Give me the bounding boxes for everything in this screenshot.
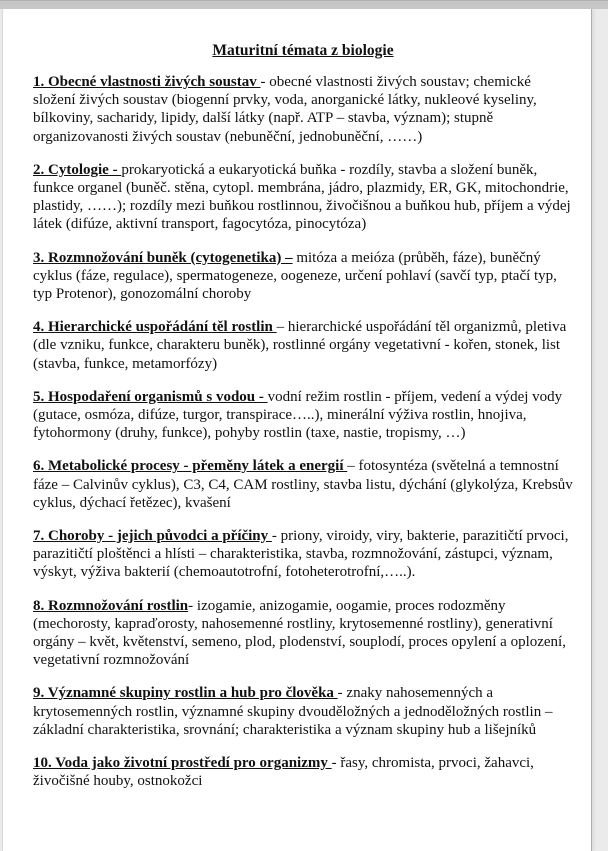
topic-heading-5: 5. Hospodaření organismů s vodou - xyxy=(33,388,268,405)
topic-paragraph-8 xyxy=(33,597,573,670)
topic-paragraph-9 xyxy=(33,684,573,739)
topic-body-10: - řasy, chromista, prvoci, žahavci, živočišné houby, ostnokožci xyxy=(33,755,538,790)
topic-heading-4: 4. Hierarchické uspořádání těl rostlin xyxy=(33,319,277,336)
topic-body-2: prokaryotická a eukaryotická buňka - rozdíly, stavba a složení buněk, funkce organel (buněč. stěna, cytopl. membrána, jádro, plazmidy, ER, GK, mitochondrie, plastidy, ……); rozdíly mezi buňkou rostlinnou, živočišnou a buňkou hub, příjem a výdej látek (difúze, aktivní transport, fagocytóza, pinocytóza) xyxy=(33,161,575,233)
topic-body-9: - znaky nahosemenných a krytosemenných rostlin, významné skupiny dvouděložných a jednoděložných rostlin – základní charakteristika, srovnání; charakteristika a význam skupiny hub a lišejníků xyxy=(33,685,557,738)
topic-heading-7: 7. Choroby - jejich původci a příčiny xyxy=(33,528,272,545)
page-title: Maturitní témata z biologie xyxy=(212,42,394,59)
topic-paragraph-7 xyxy=(33,527,573,582)
window-top-edge xyxy=(0,0,608,9)
topic-heading-1: 1. Obecné vlastnosti živých soustav xyxy=(33,74,261,90)
topic-heading-6: 6. Metabolické procesy - přeměny látek a energií xyxy=(33,458,348,475)
topic-heading-3: 3. Rozmnožování buněk (cytogenetika) – xyxy=(33,249,293,266)
document-page xyxy=(2,9,592,851)
topic-paragraph-4 xyxy=(33,318,573,373)
topic-paragraph-5 xyxy=(33,388,573,443)
topic-paragraph-6 xyxy=(33,457,577,512)
topic-body-5: vodní režim rostlin - příjem, vedení a výdej vody (gutace, osmóza, difúze, turgor, transpirace…..), minerální výživa rostlin, hnojiva, fytohormony (druhy, funkce), pohyby rostlin (taxe, nastie, tropismy, …) xyxy=(33,388,566,442)
topic-body-1: - obecné vlastnosti živých soustav; chemické složení živých soustav (biogenní prvky, voda, anorganické látky, nukleové kyseliny, bílkoviny, sacharidy, lipidy, další látky (např. ATP – stavba, význam); stupně organizovanosti živých soustav (nebuněční, jednobuněční, ……) xyxy=(33,74,541,145)
topic-heading-2: 2. Cytologie - xyxy=(33,161,122,178)
topic-body-7: - priony, viroidy, viry, bakterie, parazitičtí prvoci, parazitičtí ploštěnci a hlísti – charakteristika, stavba, rozmnožování, zástupci, význam, výskyt, výživa bakterií (chemoautotrofní, fotoheterotrofní,…..). xyxy=(33,528,573,581)
topic-body-6: – fotosyntéza (světelná a temnostní fáze – Calvinův cyklus), C3, C4, CAM rostliny, stavba listu, dýchání (glykolýza, Krebsův cyklus, dýchací řetězec), kvašení xyxy=(33,458,577,511)
topic-heading-10: 10. Voda jako životní prostředí pro organizmy xyxy=(33,755,332,772)
topic-paragraph-1 xyxy=(33,73,573,146)
topic-paragraph-3 xyxy=(33,249,573,304)
topic-body-4: – hierarchické uspořádání těl organizmů, pletiva (dle vzniku, funkce, charakteru buněk), rostlinné orgány vegetativní - kořen, stonek, list (stavba, funkce, metamorfózy) xyxy=(33,319,570,372)
topic-body-3: mitóza a meióza (průběh, fáze), buněčný cyklus (fáze, regulace), spermatogeneze, oogeneze, určení pohlaví (savčí typ, ptačí typ, typ Protenor), gonozomální choroby xyxy=(33,249,561,303)
topic-heading-9: 9. Významné skupiny rostlin a hub pro člověka xyxy=(33,685,338,702)
topic-body-8: - izogamie, anizogamie, oogamie, proces rodozměny (mechorosty, kapraďorosty, nahosemenné rostliny, krytosemenné rostliny), generativní orgány – květ, květenství, semeno, plod, plodenství, souplodí, proces opylení a oplození, vegetativní rozmnožování xyxy=(33,597,570,669)
document-viewer-background xyxy=(0,9,608,851)
topic-heading-8: 8. Rozmnožování rostlin xyxy=(33,597,189,614)
topic-paragraph-2 xyxy=(33,161,573,234)
topic-paragraph-10 xyxy=(33,754,573,790)
